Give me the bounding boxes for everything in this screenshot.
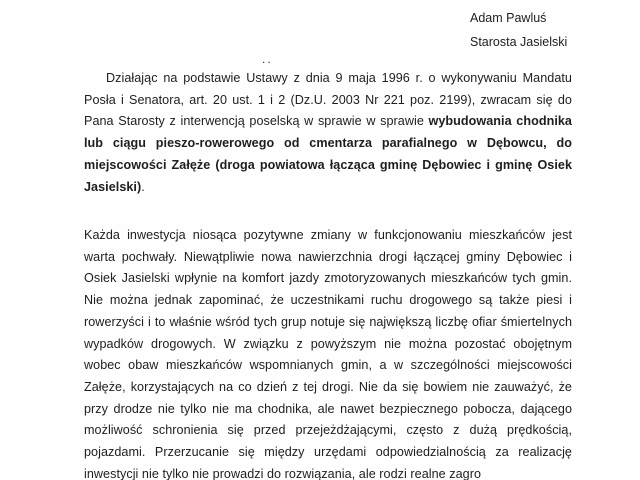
paragraph-intro (84, 68, 572, 198)
paragraph-intro-subject: wybudowania chodnika lub ciągu pieszo-rowerowego od cmentarza parafialnego w Dębowcu, do miejscowości Załęże (droga powiatowa łącząca gminę Dębowiec i gminę Osiek Jasielski) (84, 114, 572, 194)
paragraph-body: Każda inwestycja niosąca pozytywne zmiany w funkcjonowaniu mieszkańców jest warta pochwały. Niewątpliwie nowa nawierzchnia drogi łączącej gminy Dębowiec i Osiek Jasielski wpłynie na komfort jazdy zmotoryzowanych mieszkańców tych gmin. Nie można jednak zapominać, że uczestnikami ruchu drogowego są także piesi i rowerzyści i to właśnie wśród tych grup notuje się największą liczbę ofiar śmiertelnych wypadków drogowych. W związku z powyższym nie można pozostać obojętnym wobec obaw mieszkańców wspomnianych gmin, a w szczególności miejscowości Załęże, korzystających na co dzień z tej drogi. Nie da się bowiem nie zauważyć, że przy drodze nie tylko nie ma chodnika, ale nawet bezpiecznego pobocza, dającego możliwość schronienia się przed przejeżdżającymi, często z dużą prędkością, pojazdami. Przerzucanie się między urzędami odpowiedzialnością za realizację inwestycji nie tylko nie prowadzi do rozwiązania, ale rodzi realne zagro (84, 228, 572, 480)
paragraph-intro-end: . (141, 179, 145, 194)
addressee-block (470, 6, 567, 54)
addressee-title: Starosta Jasielski (470, 35, 568, 49)
paragraph-intro-text: Działając na podstawie Ustawy z dnia 9 maja 1996 r. o wykonywaniu Mandatu Posła i Senatora, art. 20 ust. 1 i 2 (Dz.U. 2003 Nr 221 poz. 2199), zwracam się do Pana Starosty z interwencją poselską w sprawie w sprawie (84, 71, 572, 129)
page-mark: .. (262, 52, 273, 66)
addressee-name: Adam Pawluś (470, 11, 547, 25)
